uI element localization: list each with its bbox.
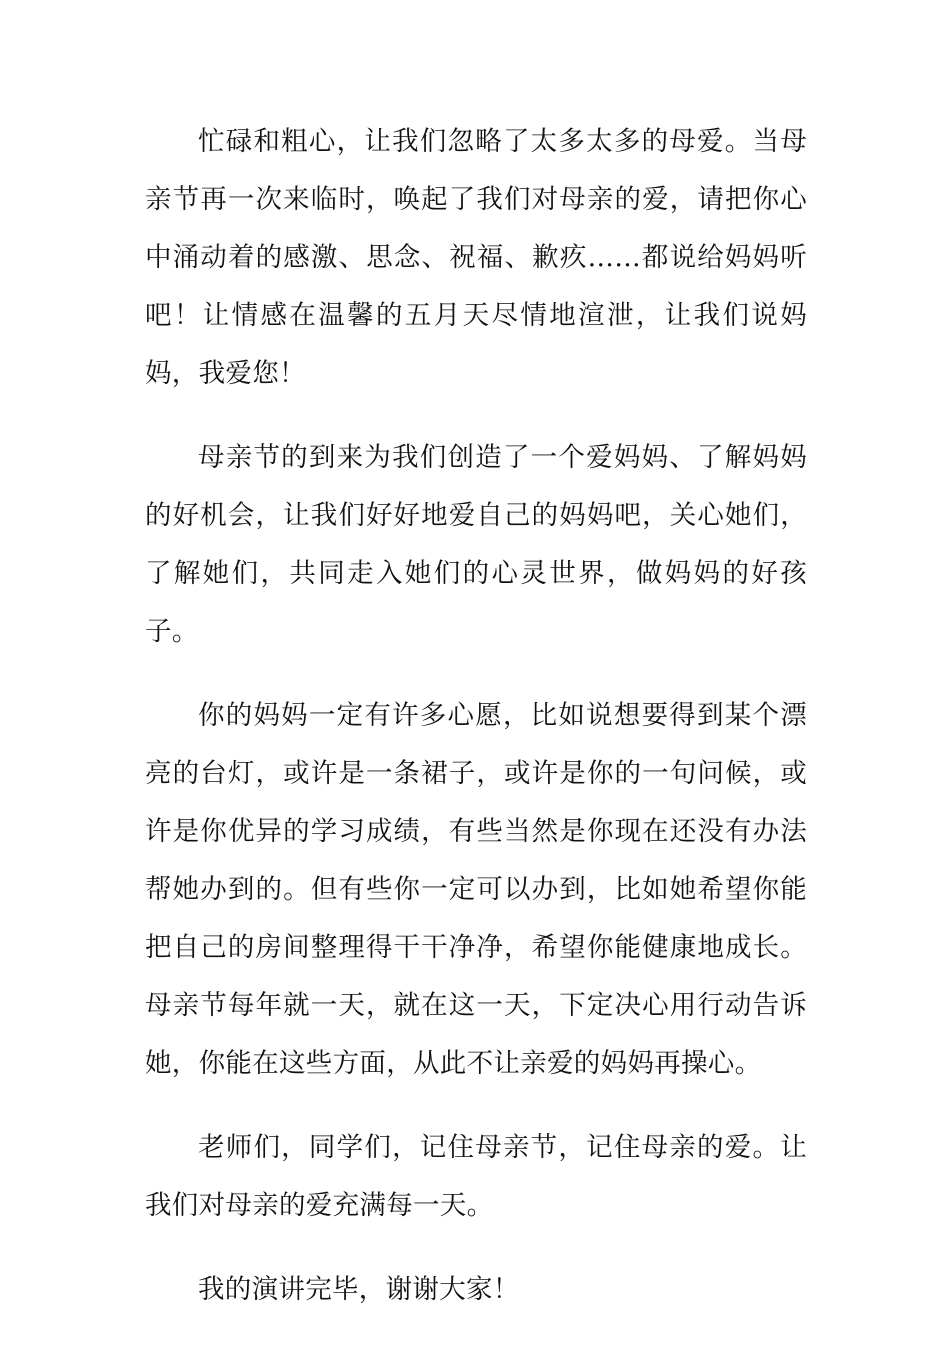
paragraph: 你的妈妈一定有许多心愿，比如说想要得到某个漂亮的台灯，或许是一条裙子，或许是你的一句问候，或许是你优异的学习成绩，有些当然是你现在还没有办法帮她办到的。但有些你一定可以办到，比如她希望你能把自己的房间整理得干干净净，希望你能健康地成长。母亲节每年就一天，就在这一天，下定决心用行动告诉她，你能在这些方面，从此不让亲爱的妈妈再操心。 <box>145 700 807 1079</box>
paragraph: 忙碌和粗心，让我们忽略了太多太多的母爱。当母亲节再一次来临时，唤起了我们对母亲的爱，请把你心中涌动着的感激、思念、祝福、歉疚……都说给妈妈听吧！让情感在温馨的五月天尽情地渲泄，让我们说妈妈，我爱您！ <box>145 126 807 389</box>
document-page <box>145 113 807 1345</box>
paragraph: 老师们，同学们，记住母亲节，记住母亲的爱。让我们对母亲的爱充满每一天。 <box>145 1132 807 1221</box>
paragraph: 母亲节的到来为我们创造了一个爱妈妈、了解妈妈的好机会，让我们好好地爱自己的妈妈吧，关心她们，了解她们，共同走入她们的心灵世界，做妈妈的好孩子。 <box>145 442 807 647</box>
paragraph: 我的演讲完毕，谢谢大家！ <box>198 1274 520 1305</box>
